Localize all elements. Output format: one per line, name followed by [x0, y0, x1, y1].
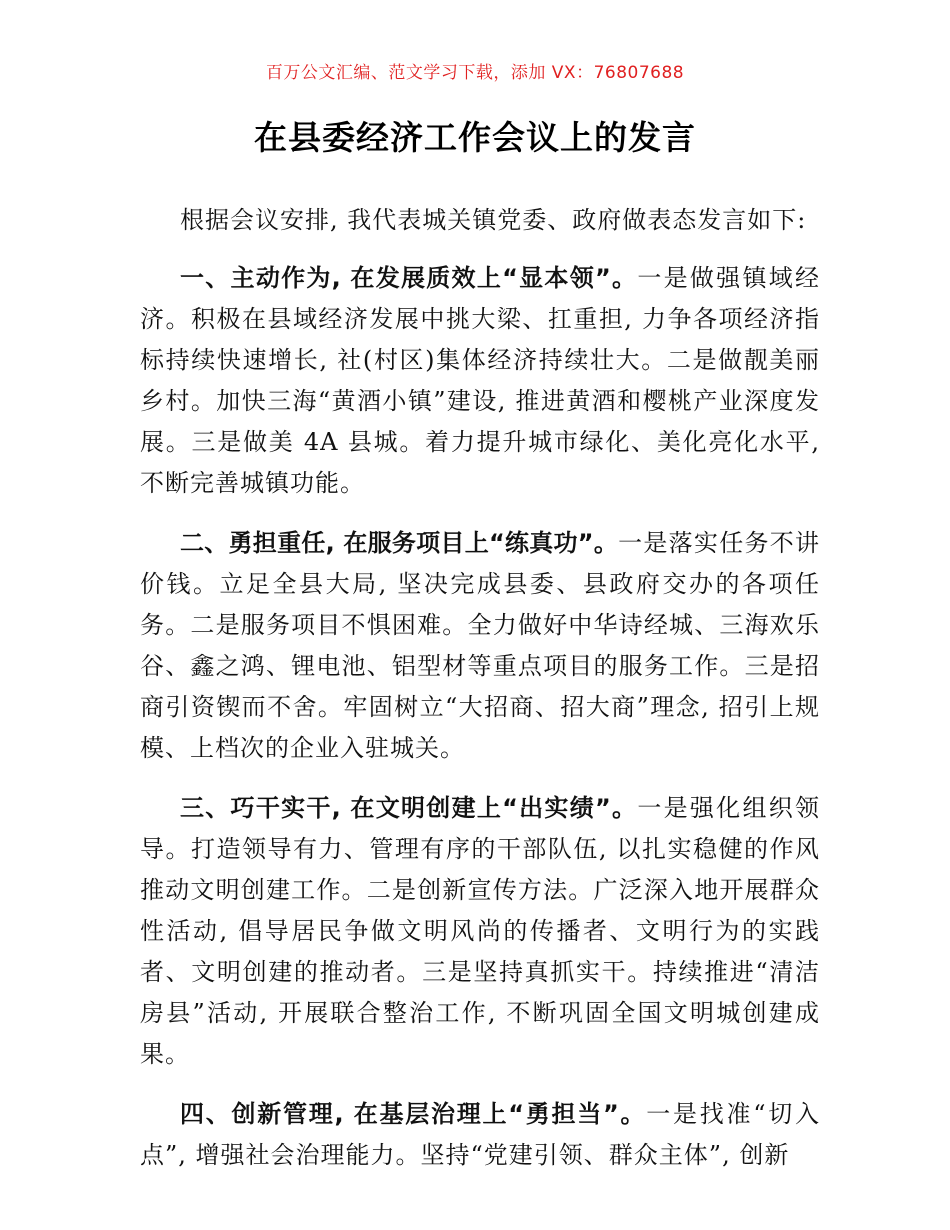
section-paragraph-1	[140, 258, 820, 504]
section-paragraph-2	[140, 523, 820, 769]
section-text-3: 一是强化组织领导。打造领导有力、管理有序的干部队伍, 以扎实稳健的作风推动文明创建工作。二是创新宣传方法。广泛深入地开展群众性活动, 倡导居民争做文明风尚的传播者、文明行为的实践者、文明创建的推动者。三是坚持真抓实干。持续推进“清洁房县”活动, 开展联合整治工作, 不断巩固全国文明城创建成果。	[140, 794, 821, 1068]
section-paragraph-3	[140, 788, 820, 1075]
section-heading-3: 三、巧干实干, 在文明创建上“出实绩”。	[180, 794, 638, 822]
section-text-1: 一是做强镇域经济。积极在县域经济发展中挑大梁、扛重担, 力争各项经济指标持续快速增长, 社(村区)集体经济持续壮大。二是做靓美丽乡村。加快三海“黄酒小镇”建设, 推进黄酒和樱桃产业深度发展。三是做美 4A 县城。着力提升城市绿化、美化亮化水平, 不断完善城镇功能。	[140, 264, 821, 497]
intro-paragraph: 根据会议安排, 我代表城关镇党委、政府做表态发言如下:	[180, 206, 807, 234]
header-note: 百万公文汇编、范文学习下载，添加 VX：76807688	[265, 63, 685, 83]
section-heading-4: 四、创新管理, 在基层治理上“勇担当”。	[180, 1100, 647, 1128]
page-title: 在县委经济工作会议上的发言	[254, 118, 696, 157]
section-text-4: 一是找准“切入点”, 增强社会治理能力。坚持“党建引领、群众主体”, 创新	[140, 1100, 820, 1169]
section-paragraph-4	[140, 1094, 820, 1176]
document-body	[140, 200, 820, 1195]
section-heading-1: 一、主动作为, 在发展质效上“显本领”。	[180, 264, 638, 292]
section-text-2: 一是落实任务不讲价钱。立足全县大局, 坚决完成县委、县政府交办的各项任务。二是服务项目不惧困难。全力做好中华诗经城、三海欢乐谷、鑫之鸿、锂电池、铝型材等重点项目的服务工作。三是招商引资锲而不舍。牢固树立“大招商、招大商”理念, 招引上规模、上档次的企业入驻城关。	[140, 529, 821, 762]
section-heading-2: 二、勇担重任, 在服务项目上“练真功”。	[180, 529, 619, 557]
